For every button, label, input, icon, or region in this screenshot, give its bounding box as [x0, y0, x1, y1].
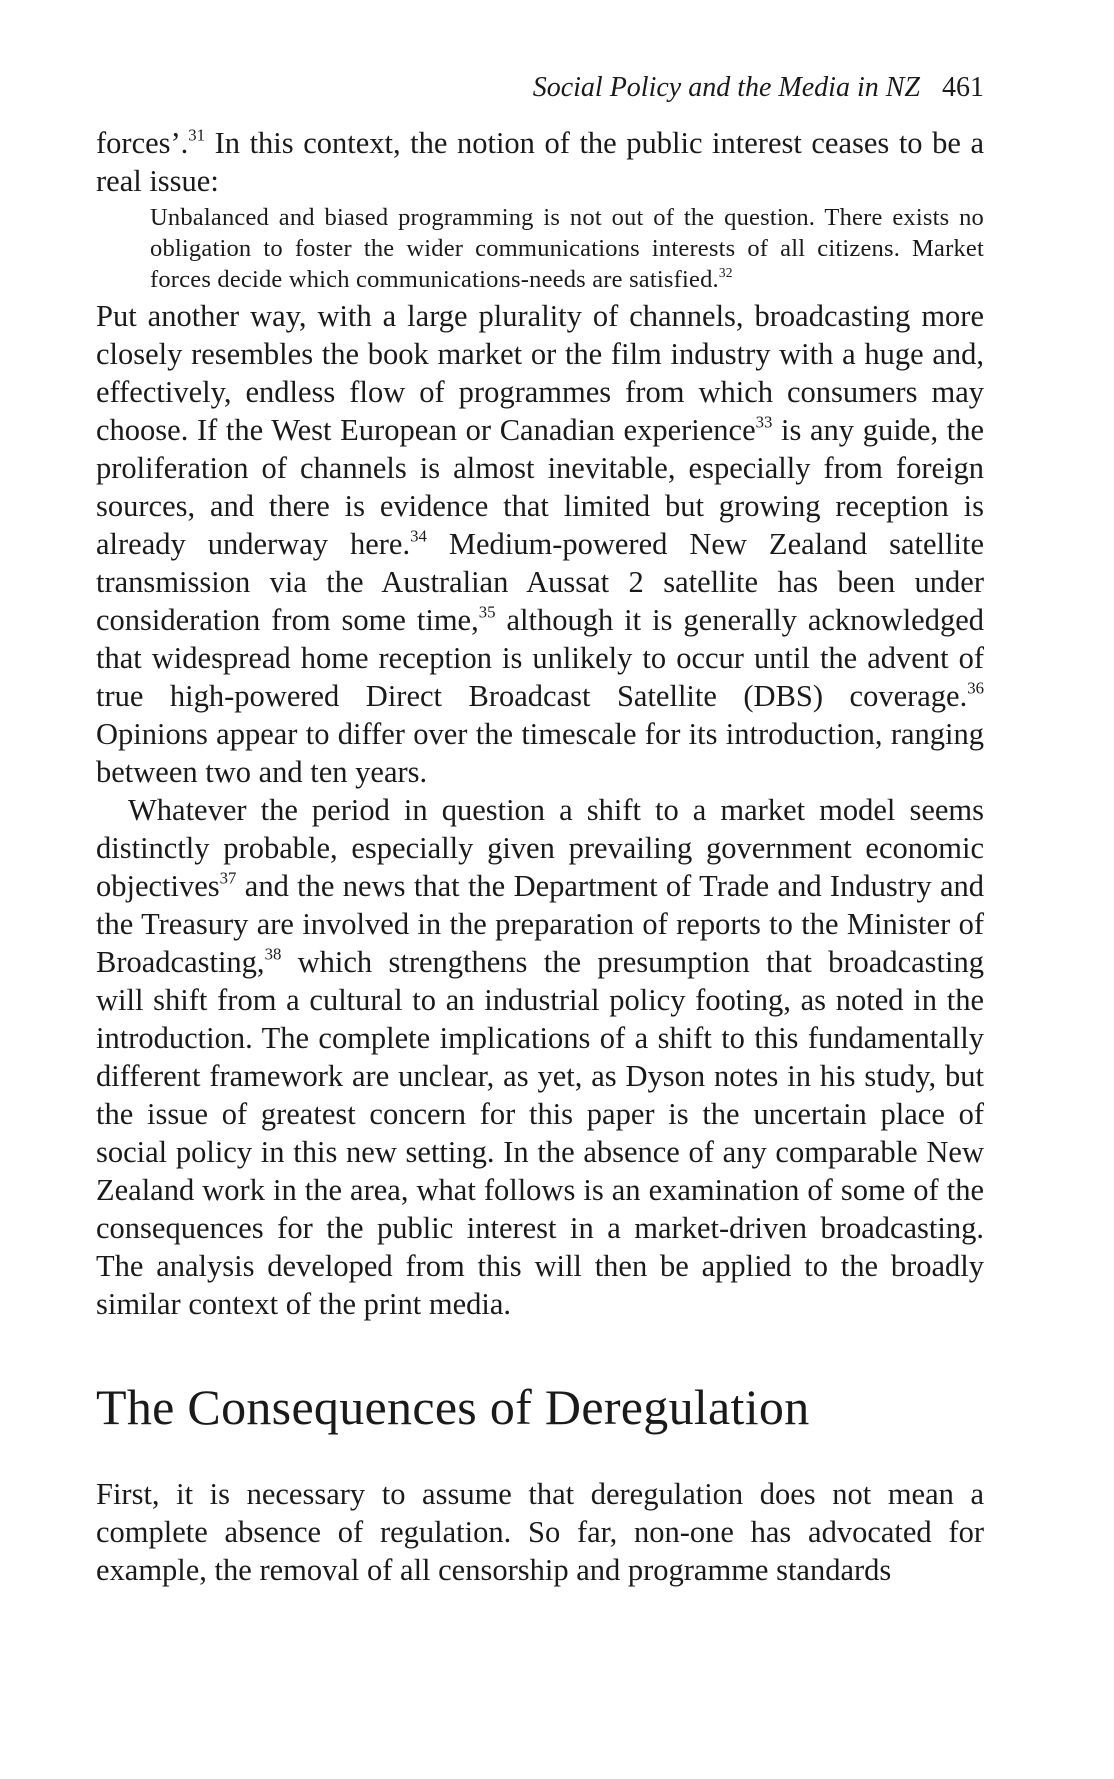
- text-run: and the news that the Department of Trade and Industry and the Treasury are involved in the preparation of reports to the Minister of Broadcasting,: [96, 869, 984, 979]
- text-run: forces’.: [96, 126, 189, 160]
- block-quote: [150, 202, 984, 295]
- text-run: Medium-powered New Zealand satellite transmission via the Australian Aussat 2 satellite has been under consideration from some time,: [96, 527, 984, 637]
- paragraph-continued: [96, 124, 984, 200]
- text-run: Put another way, with a large plurality of channels, broadcasting more closely resembles the book market or the film industry with a huge and, effectively, endless flow of programmes from which consumers may choose. If the West European or Canadian experience: [96, 299, 984, 447]
- page: [96, 72, 984, 1589]
- page-number: 461: [942, 72, 984, 103]
- paragraph-market-model: [96, 791, 984, 1323]
- text-run: Opinions appear to differ over the timescale for its introduction, ranging between two and ten years.: [96, 717, 984, 789]
- section-heading: The Consequences of Deregulation: [96, 1379, 810, 1435]
- text-run: although it is generally acknowledged that widespread home reception is unlikely to occur until the advent of true high-powered Direct Broadcast Satellite (DBS) coverage.: [96, 603, 984, 713]
- paragraph-channels: [96, 297, 984, 791]
- footnote-ref-33[interactable]: 33: [755, 412, 773, 432]
- footnote-ref-31[interactable]: 31: [188, 125, 206, 145]
- footnote-ref-32[interactable]: 32: [718, 264, 733, 280]
- text-run: First, it is necessary to assume that deregulation does not mean a complete absence of regulation. So far, non-one has advocated for example, the removal of all censorship and programme standards: [96, 1477, 984, 1587]
- footnote-ref-37[interactable]: 37: [219, 868, 237, 888]
- footnote-ref-36[interactable]: 36: [967, 678, 984, 698]
- text-run: which strengthens the presumption that broadcasting will shift from a cultural to an industrial policy footing, as noted in the introduction. The complete implications of a shift to this fundamentally different framework are unclear, as yet, as Dyson notes in his study, but the issue of greatest concern for this paper is the uncertain place of social policy in this new setting. In the absence of any comparable New Zealand work in the area, what follows is an examination of some of the consequences for the public interest in a market-driven broadcasting. The analysis developed from this will then be applied to the broadly similar context of the print media.: [96, 945, 984, 1321]
- text-run: Whatever the period in question a shift to a market model seems distinctly probable, especially given prevailing government economic objectives: [96, 793, 984, 903]
- text-run: In this context, the notion of the public interest ceases to be a real issue:: [96, 126, 984, 198]
- quote-text: Unbalanced and biased programming is not out of the question. There exists no obligation to foster the wider communications interests of all citizens. Market forces decide which communications-needs are satisfied.: [150, 204, 984, 293]
- paragraph-deregulation: [96, 1475, 984, 1589]
- footnote-ref-38[interactable]: 38: [264, 944, 282, 964]
- text-run: is any guide, the proliferation of channels is almost inevitable, especially from foreign sources, and there is evidence that limited but growing reception is already underway here.: [96, 413, 984, 561]
- footnote-ref-34[interactable]: 34: [410, 526, 427, 546]
- running-head-title: Social Policy and the Media in NZ: [532, 72, 920, 103]
- footnote-ref-35[interactable]: 35: [478, 602, 496, 622]
- running-head: [96, 72, 984, 112]
